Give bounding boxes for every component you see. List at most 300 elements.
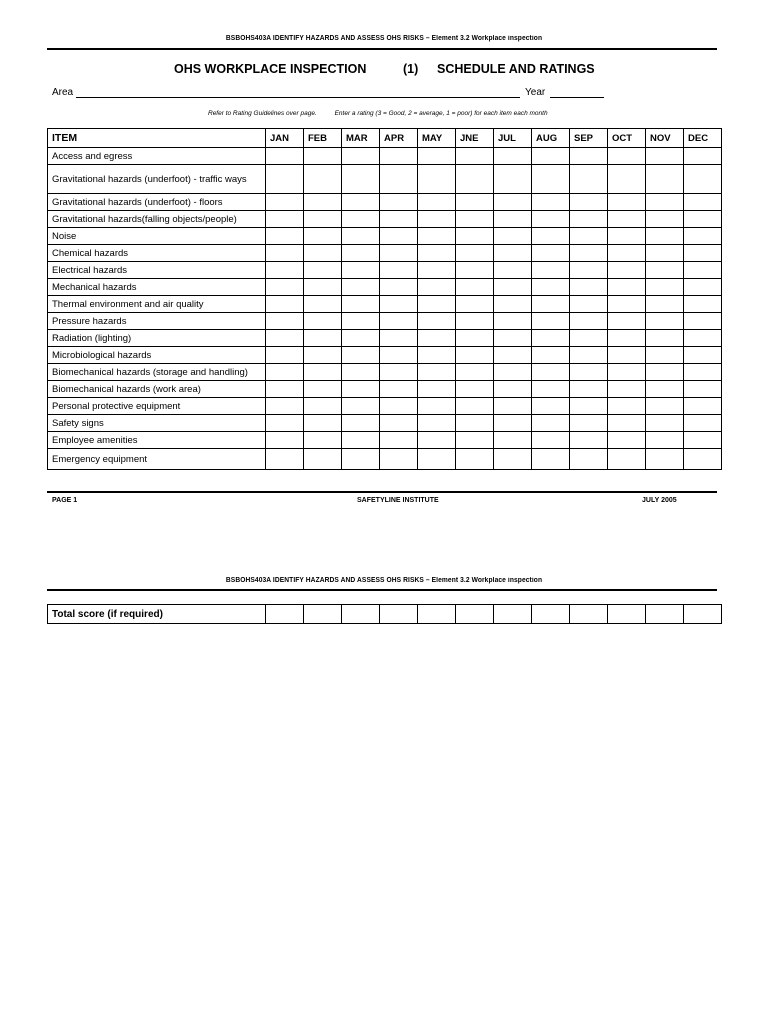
rating-cell-jne[interactable] (456, 211, 494, 228)
month-header-sep: SEP (570, 129, 608, 148)
rating-cell-sep[interactable] (570, 245, 608, 262)
month-header-mar: MAR (342, 129, 380, 148)
table-row (48, 245, 722, 262)
rating-cell-aug[interactable] (532, 398, 570, 415)
rating-cell-feb[interactable] (304, 415, 342, 432)
item-label: Electrical hazards (48, 262, 266, 279)
table-row (48, 228, 722, 245)
rating-cell-oct[interactable] (608, 194, 646, 211)
rating-cell-sep[interactable] (570, 364, 608, 381)
table-row (48, 432, 722, 449)
table-row (48, 449, 722, 470)
rating-cell-oct[interactable] (608, 165, 646, 194)
rating-cell-jul[interactable] (494, 165, 532, 194)
rating-cell-mar[interactable] (342, 347, 380, 364)
rating-cell-sep[interactable] (570, 398, 608, 415)
total-cell-apr[interactable] (380, 605, 418, 624)
rating-cell-may[interactable] (418, 165, 456, 194)
rating-cell-jne[interactable] (456, 432, 494, 449)
year-label: Year (525, 87, 546, 98)
rating-cell-feb[interactable] (304, 381, 342, 398)
total-score-table (47, 604, 722, 624)
footer-page: PAGE 1 (52, 497, 78, 504)
rating-cell-apr[interactable] (380, 449, 418, 470)
rating-cell-sep[interactable] (570, 262, 608, 279)
rating-cell-mar[interactable] (342, 165, 380, 194)
instruction-guidelines: Refer to Rating Guidelines over page. (208, 110, 317, 117)
rating-cell-mar[interactable] (342, 398, 380, 415)
area-label: Area (52, 87, 74, 98)
rating-cell-feb[interactable] (304, 296, 342, 313)
total-score-label: Total score (if required) (48, 605, 266, 624)
rating-cell-dec[interactable] (684, 313, 722, 330)
rating-cell-nov[interactable] (646, 245, 684, 262)
item-label: Biomechanical hazards (storage and handling) (48, 364, 266, 381)
item-label: Safety signs (48, 415, 266, 432)
rating-cell-mar[interactable] (342, 296, 380, 313)
rating-cell-feb[interactable] (304, 330, 342, 347)
item-label: Mechanical hazards (48, 279, 266, 296)
rating-cell-dec[interactable] (684, 449, 722, 470)
rating-cell-jne[interactable] (456, 381, 494, 398)
rating-cell-nov[interactable] (646, 398, 684, 415)
rating-cell-jne[interactable] (456, 347, 494, 364)
rating-cell-sep[interactable] (570, 296, 608, 313)
rating-cell-oct[interactable] (608, 262, 646, 279)
rating-cell-mar[interactable] (342, 279, 380, 296)
rating-cell-aug[interactable] (532, 245, 570, 262)
rating-cell-aug[interactable] (532, 148, 570, 165)
rating-cell-oct[interactable] (608, 415, 646, 432)
rating-cell-sep[interactable] (570, 449, 608, 470)
rating-cell-jul[interactable] (494, 245, 532, 262)
rating-cell-jan[interactable] (266, 194, 304, 211)
table-row (48, 313, 722, 330)
rating-cell-aug[interactable] (532, 228, 570, 245)
table-row (48, 194, 722, 211)
rating-cell-jne[interactable] (456, 262, 494, 279)
rating-cell-jul[interactable] (494, 211, 532, 228)
total-cell-jul[interactable] (494, 605, 532, 624)
rating-cell-may[interactable] (418, 449, 456, 470)
rating-cell-aug[interactable] (532, 165, 570, 194)
table-row (48, 398, 722, 415)
rating-cell-may[interactable] (418, 296, 456, 313)
rating-cell-sep[interactable] (570, 194, 608, 211)
rating-cell-sep[interactable] (570, 381, 608, 398)
rating-cell-may[interactable] (418, 364, 456, 381)
month-header-dec: DEC (684, 129, 722, 148)
rating-cell-nov[interactable] (646, 148, 684, 165)
item-label: Chemical hazards (48, 245, 266, 262)
rating-cell-oct[interactable] (608, 364, 646, 381)
rating-cell-may[interactable] (418, 194, 456, 211)
rating-cell-mar[interactable] (342, 194, 380, 211)
rating-cell-aug[interactable] (532, 347, 570, 364)
footer-institute: SAFETYLINE INSTITUTE (357, 497, 439, 504)
rating-cell-may[interactable] (418, 381, 456, 398)
rating-cell-aug[interactable] (532, 211, 570, 228)
rating-cell-jne[interactable] (456, 148, 494, 165)
total-cell-feb[interactable] (304, 605, 342, 624)
rating-cell-jan[interactable] (266, 165, 304, 194)
rating-cell-mar[interactable] (342, 415, 380, 432)
rating-cell-jan[interactable] (266, 245, 304, 262)
month-header-may: MAY (418, 129, 456, 148)
rating-cell-nov[interactable] (646, 279, 684, 296)
rating-cell-oct[interactable] (608, 432, 646, 449)
rating-cell-may[interactable] (418, 148, 456, 165)
rating-cell-jul[interactable] (494, 330, 532, 347)
rating-cell-nov[interactable] (646, 330, 684, 347)
rating-cell-may[interactable] (418, 330, 456, 347)
rating-cell-oct[interactable] (608, 398, 646, 415)
rating-cell-nov[interactable] (646, 262, 684, 279)
total-cell-nov[interactable] (646, 605, 684, 624)
rating-cell-jan[interactable] (266, 381, 304, 398)
item-label: Gravitational hazards (underfoot) - traffic ways (48, 165, 266, 194)
rating-cell-apr[interactable] (380, 245, 418, 262)
rating-cell-feb[interactable] (304, 313, 342, 330)
rating-cell-mar[interactable] (342, 313, 380, 330)
rating-cell-feb[interactable] (304, 364, 342, 381)
rating-cell-jan[interactable] (266, 364, 304, 381)
rating-cell-may[interactable] (418, 415, 456, 432)
rating-cell-aug[interactable] (532, 313, 570, 330)
rating-cell-jan[interactable] (266, 330, 304, 347)
rating-cell-jan[interactable] (266, 449, 304, 470)
rating-cell-dec[interactable] (684, 165, 722, 194)
month-header-jne: JNE (456, 129, 494, 148)
item-label: Biomechanical hazards (work area) (48, 381, 266, 398)
item-label: Personal protective equipment (48, 398, 266, 415)
rating-cell-jne[interactable] (456, 194, 494, 211)
running-head-page2: BSBOHS403A IDENTIFY HAZARDS AND ASSESS OHS RISKS – Element 3.2 Workplace inspection (225, 577, 543, 584)
rating-cell-jne[interactable] (456, 165, 494, 194)
rating-cell-jul[interactable] (494, 432, 532, 449)
table-row (48, 148, 722, 165)
rating-cell-dec[interactable] (684, 415, 722, 432)
rating-cell-sep[interactable] (570, 330, 608, 347)
item-label: Radiation (lighting) (48, 330, 266, 347)
total-cell-aug[interactable] (532, 605, 570, 624)
rating-cell-jne[interactable] (456, 245, 494, 262)
rating-cell-apr[interactable] (380, 381, 418, 398)
rating-cell-jul[interactable] (494, 194, 532, 211)
header-rule-page2 (47, 589, 717, 591)
title-sub: SCHEDULE AND RATINGS (437, 62, 595, 76)
title-main: OHS WORKPLACE INSPECTION (174, 62, 367, 76)
instructions (208, 110, 564, 117)
rating-cell-feb[interactable] (304, 148, 342, 165)
table-row (48, 279, 722, 296)
item-label: Noise (48, 228, 266, 245)
month-header-aug: AUG (532, 129, 570, 148)
rating-cell-nov[interactable] (646, 415, 684, 432)
rating-cell-mar[interactable] (342, 228, 380, 245)
rating-cell-dec[interactable] (684, 398, 722, 415)
total-cell-may[interactable] (418, 605, 456, 624)
rating-cell-apr[interactable] (380, 296, 418, 313)
rating-cell-feb[interactable] (304, 347, 342, 364)
rating-cell-jan[interactable] (266, 148, 304, 165)
rating-cell-aug[interactable] (532, 262, 570, 279)
rating-cell-jne[interactable] (456, 228, 494, 245)
rating-cell-nov[interactable] (646, 296, 684, 313)
rating-cell-aug[interactable] (532, 194, 570, 211)
rating-cell-feb[interactable] (304, 228, 342, 245)
rating-cell-may[interactable] (418, 245, 456, 262)
rating-cell-nov[interactable] (646, 432, 684, 449)
rating-cell-sep[interactable] (570, 415, 608, 432)
rating-cell-nov[interactable] (646, 228, 684, 245)
rating-cell-nov[interactable] (646, 347, 684, 364)
rating-cell-feb[interactable] (304, 194, 342, 211)
table-row (48, 364, 722, 381)
rating-cell-dec[interactable] (684, 364, 722, 381)
item-label: Microbiological hazards (48, 347, 266, 364)
rating-cell-may[interactable] (418, 347, 456, 364)
rating-cell-feb[interactable] (304, 432, 342, 449)
rating-cell-jan[interactable] (266, 313, 304, 330)
rating-cell-feb[interactable] (304, 449, 342, 470)
rating-cell-apr[interactable] (380, 398, 418, 415)
rating-cell-mar[interactable] (342, 330, 380, 347)
rating-cell-aug[interactable] (532, 381, 570, 398)
item-label: Gravitational hazards (underfoot) - floors (48, 194, 266, 211)
rating-cell-mar[interactable] (342, 245, 380, 262)
rating-cell-feb[interactable] (304, 211, 342, 228)
rating-cell-oct[interactable] (608, 245, 646, 262)
header-rule (47, 48, 717, 50)
rating-cell-jul[interactable] (494, 381, 532, 398)
rating-cell-dec[interactable] (684, 279, 722, 296)
month-header-jul: JUL (494, 129, 532, 148)
rating-cell-jul[interactable] (494, 228, 532, 245)
rating-cell-nov[interactable] (646, 364, 684, 381)
rating-cell-may[interactable] (418, 262, 456, 279)
table-row (48, 165, 722, 194)
month-header-nov: NOV (646, 129, 684, 148)
rating-cell-oct[interactable] (608, 211, 646, 228)
rating-cell-aug[interactable] (532, 296, 570, 313)
table-row (48, 330, 722, 347)
rating-cell-apr[interactable] (380, 364, 418, 381)
total-cell-dec[interactable] (684, 605, 722, 624)
rating-cell-jan[interactable] (266, 211, 304, 228)
rating-cell-oct[interactable] (608, 449, 646, 470)
rating-cell-apr[interactable] (380, 211, 418, 228)
table-header-row (48, 129, 722, 148)
rating-cell-jul[interactable] (494, 347, 532, 364)
rating-cell-jan[interactable] (266, 347, 304, 364)
rating-cell-jul[interactable] (494, 313, 532, 330)
rating-cell-jan[interactable] (266, 296, 304, 313)
rating-cell-mar[interactable] (342, 262, 380, 279)
rating-cell-apr[interactable] (380, 228, 418, 245)
rating-cell-feb[interactable] (304, 262, 342, 279)
rating-cell-oct[interactable] (608, 148, 646, 165)
rating-cell-jul[interactable] (494, 262, 532, 279)
rating-cell-feb[interactable] (304, 398, 342, 415)
rating-cell-may[interactable] (418, 211, 456, 228)
rating-cell-dec[interactable] (684, 245, 722, 262)
rating-cell-jne[interactable] (456, 279, 494, 296)
area-field[interactable] (76, 97, 520, 98)
rating-cell-may[interactable] (418, 432, 456, 449)
rating-cell-nov[interactable] (646, 381, 684, 398)
rating-cell-apr[interactable] (380, 194, 418, 211)
rating-cell-aug[interactable] (532, 279, 570, 296)
rating-cell-dec[interactable] (684, 194, 722, 211)
rating-cell-mar[interactable] (342, 432, 380, 449)
rating-cell-mar[interactable] (342, 449, 380, 470)
month-header-oct: OCT (608, 129, 646, 148)
rating-cell-may[interactable] (418, 398, 456, 415)
total-cell-sep[interactable] (570, 605, 608, 624)
rating-cell-jne[interactable] (456, 313, 494, 330)
rating-cell-feb[interactable] (304, 165, 342, 194)
rating-cell-apr[interactable] (380, 432, 418, 449)
rating-cell-mar[interactable] (342, 211, 380, 228)
rating-cell-jul[interactable] (494, 398, 532, 415)
rating-cell-aug[interactable] (532, 364, 570, 381)
footer-rule (47, 491, 717, 493)
item-label: Pressure hazards (48, 313, 266, 330)
instruction-rating: Enter a rating (3 = Good, 2 = average, 1 = poor) for each item each month (334, 110, 548, 117)
rating-cell-apr[interactable] (380, 415, 418, 432)
rating-cell-sep[interactable] (570, 313, 608, 330)
table-row (48, 347, 722, 364)
rating-cell-nov[interactable] (646, 194, 684, 211)
total-cell-oct[interactable] (608, 605, 646, 624)
rating-cell-dec[interactable] (684, 262, 722, 279)
rating-cell-sep[interactable] (570, 279, 608, 296)
rating-cell-may[interactable] (418, 313, 456, 330)
rating-cell-jan[interactable] (266, 228, 304, 245)
rating-cell-dec[interactable] (684, 381, 722, 398)
title-number: (1) (403, 62, 419, 76)
rating-cell-oct[interactable] (608, 279, 646, 296)
rating-cell-apr[interactable] (380, 330, 418, 347)
rating-cell-may[interactable] (418, 279, 456, 296)
rating-cell-nov[interactable] (646, 165, 684, 194)
rating-cell-dec[interactable] (684, 148, 722, 165)
rating-cell-nov[interactable] (646, 449, 684, 470)
year-field[interactable] (550, 97, 604, 98)
rating-cell-jul[interactable] (494, 279, 532, 296)
rating-cell-jan[interactable] (266, 432, 304, 449)
rating-cell-jul[interactable] (494, 148, 532, 165)
rating-cell-mar[interactable] (342, 364, 380, 381)
rating-cell-dec[interactable] (684, 432, 722, 449)
rating-cell-sep[interactable] (570, 211, 608, 228)
table-row (48, 262, 722, 279)
footer-date: JULY 2005 (642, 497, 677, 504)
rating-cell-aug[interactable] (532, 432, 570, 449)
month-header-apr: APR (380, 129, 418, 148)
total-cell-jan[interactable] (266, 605, 304, 624)
rating-cell-jne[interactable] (456, 330, 494, 347)
rating-cell-oct[interactable] (608, 330, 646, 347)
rating-cell-apr[interactable] (380, 313, 418, 330)
month-header-jan: JAN (266, 129, 304, 148)
rating-cell-jne[interactable] (456, 449, 494, 470)
rating-cell-feb[interactable] (304, 279, 342, 296)
rating-cell-jne[interactable] (456, 296, 494, 313)
rating-cell-nov[interactable] (646, 211, 684, 228)
table-row (48, 415, 722, 432)
table-row (48, 211, 722, 228)
total-cell-mar[interactable] (342, 605, 380, 624)
rating-cell-mar[interactable] (342, 148, 380, 165)
item-label: Employee amenities (48, 432, 266, 449)
rating-cell-mar[interactable] (342, 381, 380, 398)
rating-cell-oct[interactable] (608, 381, 646, 398)
rating-cell-jne[interactable] (456, 364, 494, 381)
rating-cell-apr[interactable] (380, 279, 418, 296)
rating-cell-dec[interactable] (684, 330, 722, 347)
rating-cell-jul[interactable] (494, 296, 532, 313)
item-label: Gravitational hazards(falling objects/people) (48, 211, 266, 228)
running-head: BSBOHS403A IDENTIFY HAZARDS AND ASSESS OHS RISKS – Element 3.2 Workplace inspection (225, 35, 543, 42)
rating-cell-jan[interactable] (266, 279, 304, 296)
item-label: Access and egress (48, 148, 266, 165)
rating-cell-jul[interactable] (494, 415, 532, 432)
rating-cell-jan[interactable] (266, 262, 304, 279)
table-row (48, 381, 722, 398)
rating-cell-apr[interactable] (380, 148, 418, 165)
rating-cell-sep[interactable] (570, 347, 608, 364)
month-header-feb: FEB (304, 129, 342, 148)
rating-cell-jan[interactable] (266, 415, 304, 432)
table-row (48, 296, 722, 313)
rating-cell-aug[interactable] (532, 415, 570, 432)
rating-cell-sep[interactable] (570, 432, 608, 449)
inspection-table (47, 128, 722, 470)
total-cell-jne[interactable] (456, 605, 494, 624)
rating-cell-jul[interactable] (494, 449, 532, 470)
rating-cell-sep[interactable] (570, 165, 608, 194)
rating-cell-dec[interactable] (684, 347, 722, 364)
rating-cell-apr[interactable] (380, 262, 418, 279)
rating-cell-aug[interactable] (532, 330, 570, 347)
rating-cell-dec[interactable] (684, 211, 722, 228)
rating-cell-dec[interactable] (684, 228, 722, 245)
rating-cell-jul[interactable] (494, 364, 532, 381)
rating-cell-jan[interactable] (266, 398, 304, 415)
rating-cell-feb[interactable] (304, 245, 342, 262)
rating-cell-dec[interactable] (684, 296, 722, 313)
rating-cell-oct[interactable] (608, 347, 646, 364)
rating-cell-apr[interactable] (380, 165, 418, 194)
item-label: Emergency equipment (48, 449, 266, 470)
rating-cell-oct[interactable] (608, 313, 646, 330)
rating-cell-sep[interactable] (570, 148, 608, 165)
item-column-header: ITEM (48, 129, 266, 148)
rating-cell-oct[interactable] (608, 296, 646, 313)
rating-cell-oct[interactable] (608, 228, 646, 245)
rating-cell-nov[interactable] (646, 313, 684, 330)
rating-cell-sep[interactable] (570, 228, 608, 245)
rating-cell-jne[interactable] (456, 398, 494, 415)
rating-cell-apr[interactable] (380, 347, 418, 364)
rating-cell-aug[interactable] (532, 449, 570, 470)
rating-cell-may[interactable] (418, 228, 456, 245)
total-score-row (48, 605, 722, 624)
rating-cell-jne[interactable] (456, 415, 494, 432)
item-label: Thermal environment and air quality (48, 296, 266, 313)
